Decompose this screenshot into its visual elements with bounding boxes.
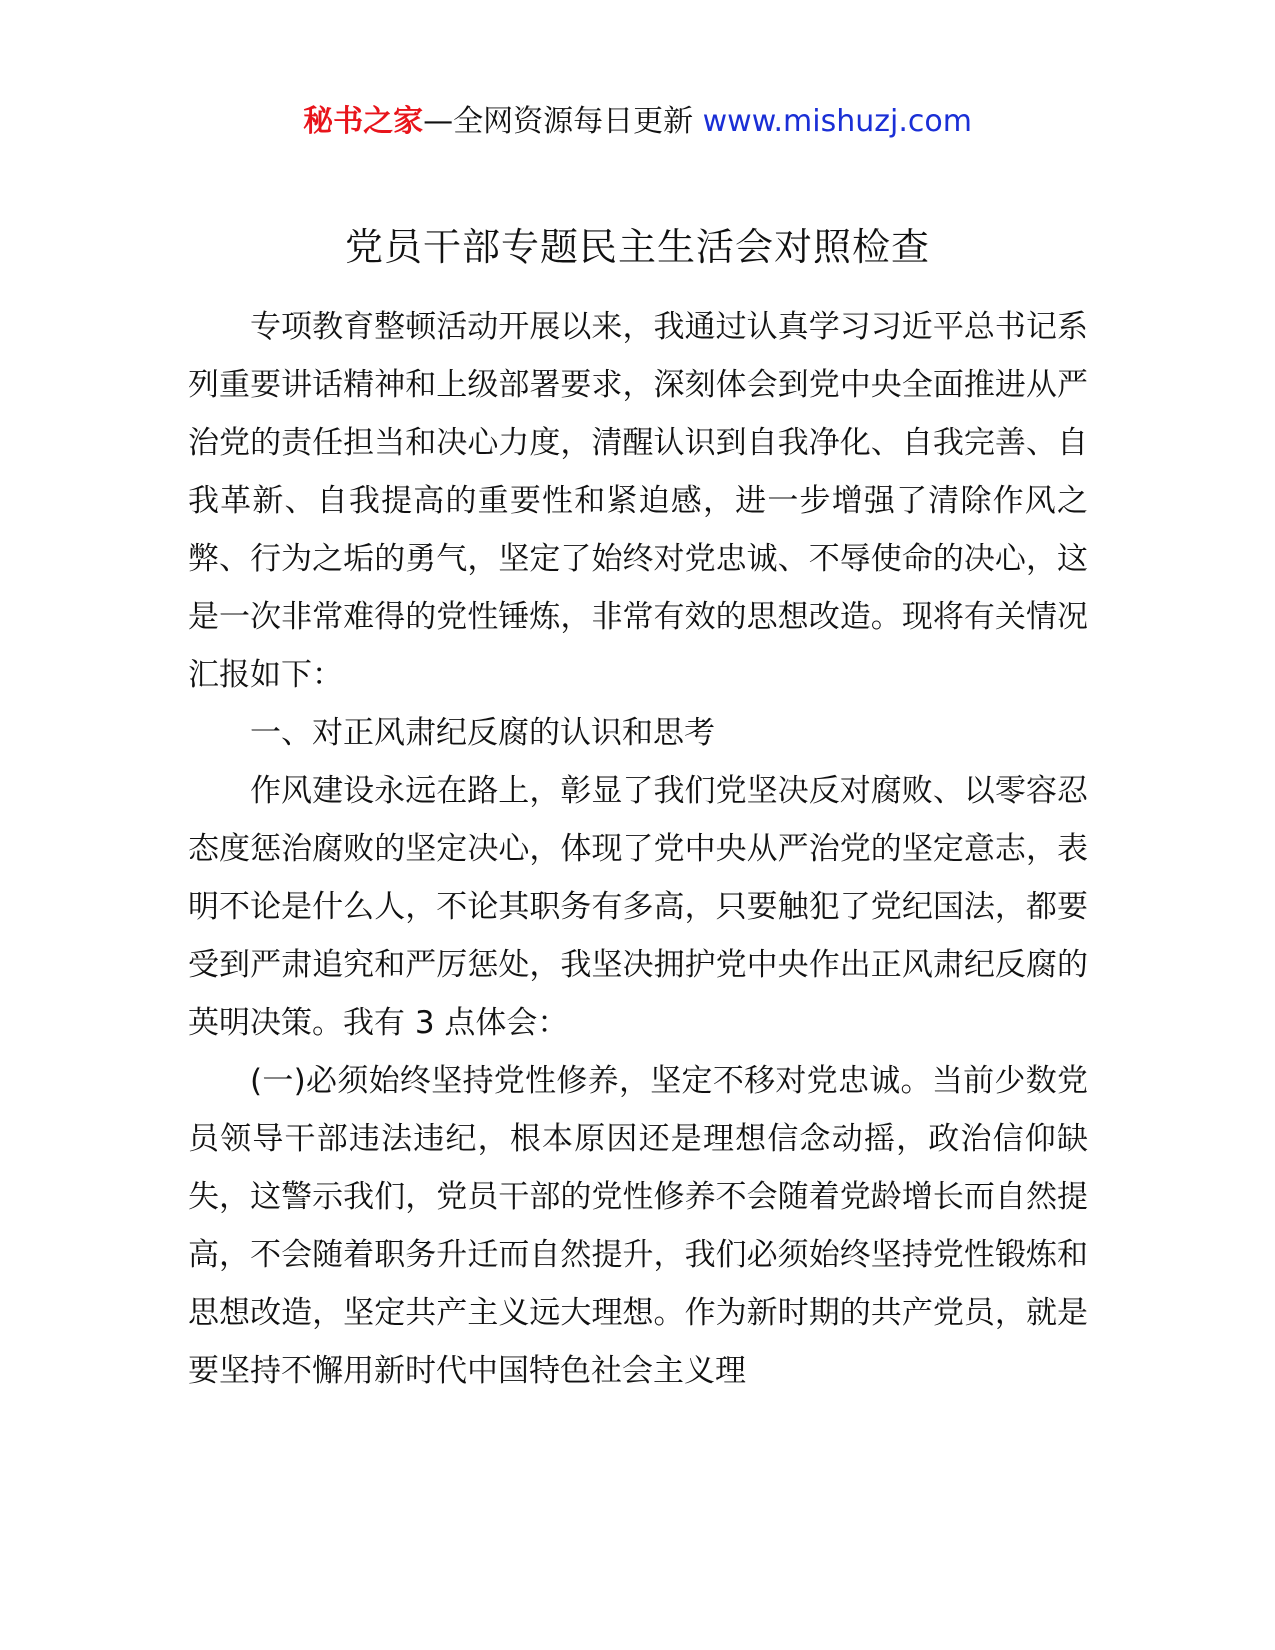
section-heading-1: 一、对正风肃纪反腐的认识和思考 [250, 715, 715, 751]
document-title: 党员干部专题民主生活会对照检查 [344, 225, 930, 269]
paragraph-section-1: 作风建设永远在路上，彰显了我们党坚决反对腐败、以零容忍态度惩治腐败的坚定决心，体现了党中央从严治党的坚定意志，表明不论是什么人，不论其职务有多高，只要触犯了党纪国法，都要受到严肃追究和严厉惩处，我坚决拥护党中央作出正风肃纪反腐的英明决策。我有 3 点体会： [188, 773, 1088, 1041]
document-body [188, 298, 1088, 1400]
site-brand: 秘书之家 [303, 104, 424, 139]
paragraph-intro: 专项教育整顿活动开展以来，我通过认真学习习近平总书记系列重要讲话精神和上级部署要求，深刻体会到党中央全面推进从严治党的责任担当和决心力度，清醒认识到自我净化、自我完善、自我革新、自我提高的重要性和紧迫感，进一步增强了清除作风之弊、行为之垢的勇气，坚定了始终对党忠诚、不辱使命的决心，这是一次非常难得的党性锤炼，非常有效的思想改造。现将有关情况汇报如下： [188, 309, 1088, 693]
site-tagline: —全网资源每日更新 [423, 104, 694, 139]
site-url-link[interactable]: www.mishuzj.com [702, 104, 972, 139]
paragraph-point-1: (一)必须始终坚持党性修养，坚定不移对党忠诚。当前少数党员领导干部违法违纪，根本原因还是理想信念动摇，政治信仰缺失，这警示我们，党员干部的党性修养不会随着党龄增长而自然提高，不会随着职务升迁而自然提升，我们必须始终坚持党性锻炼和思想改造，坚定共产主义远大理想。作为新时期的共产党员，就是要坚持不懈用新时代中国特色社会主义理 [188, 1063, 1088, 1389]
site-header [0, 100, 1275, 144]
